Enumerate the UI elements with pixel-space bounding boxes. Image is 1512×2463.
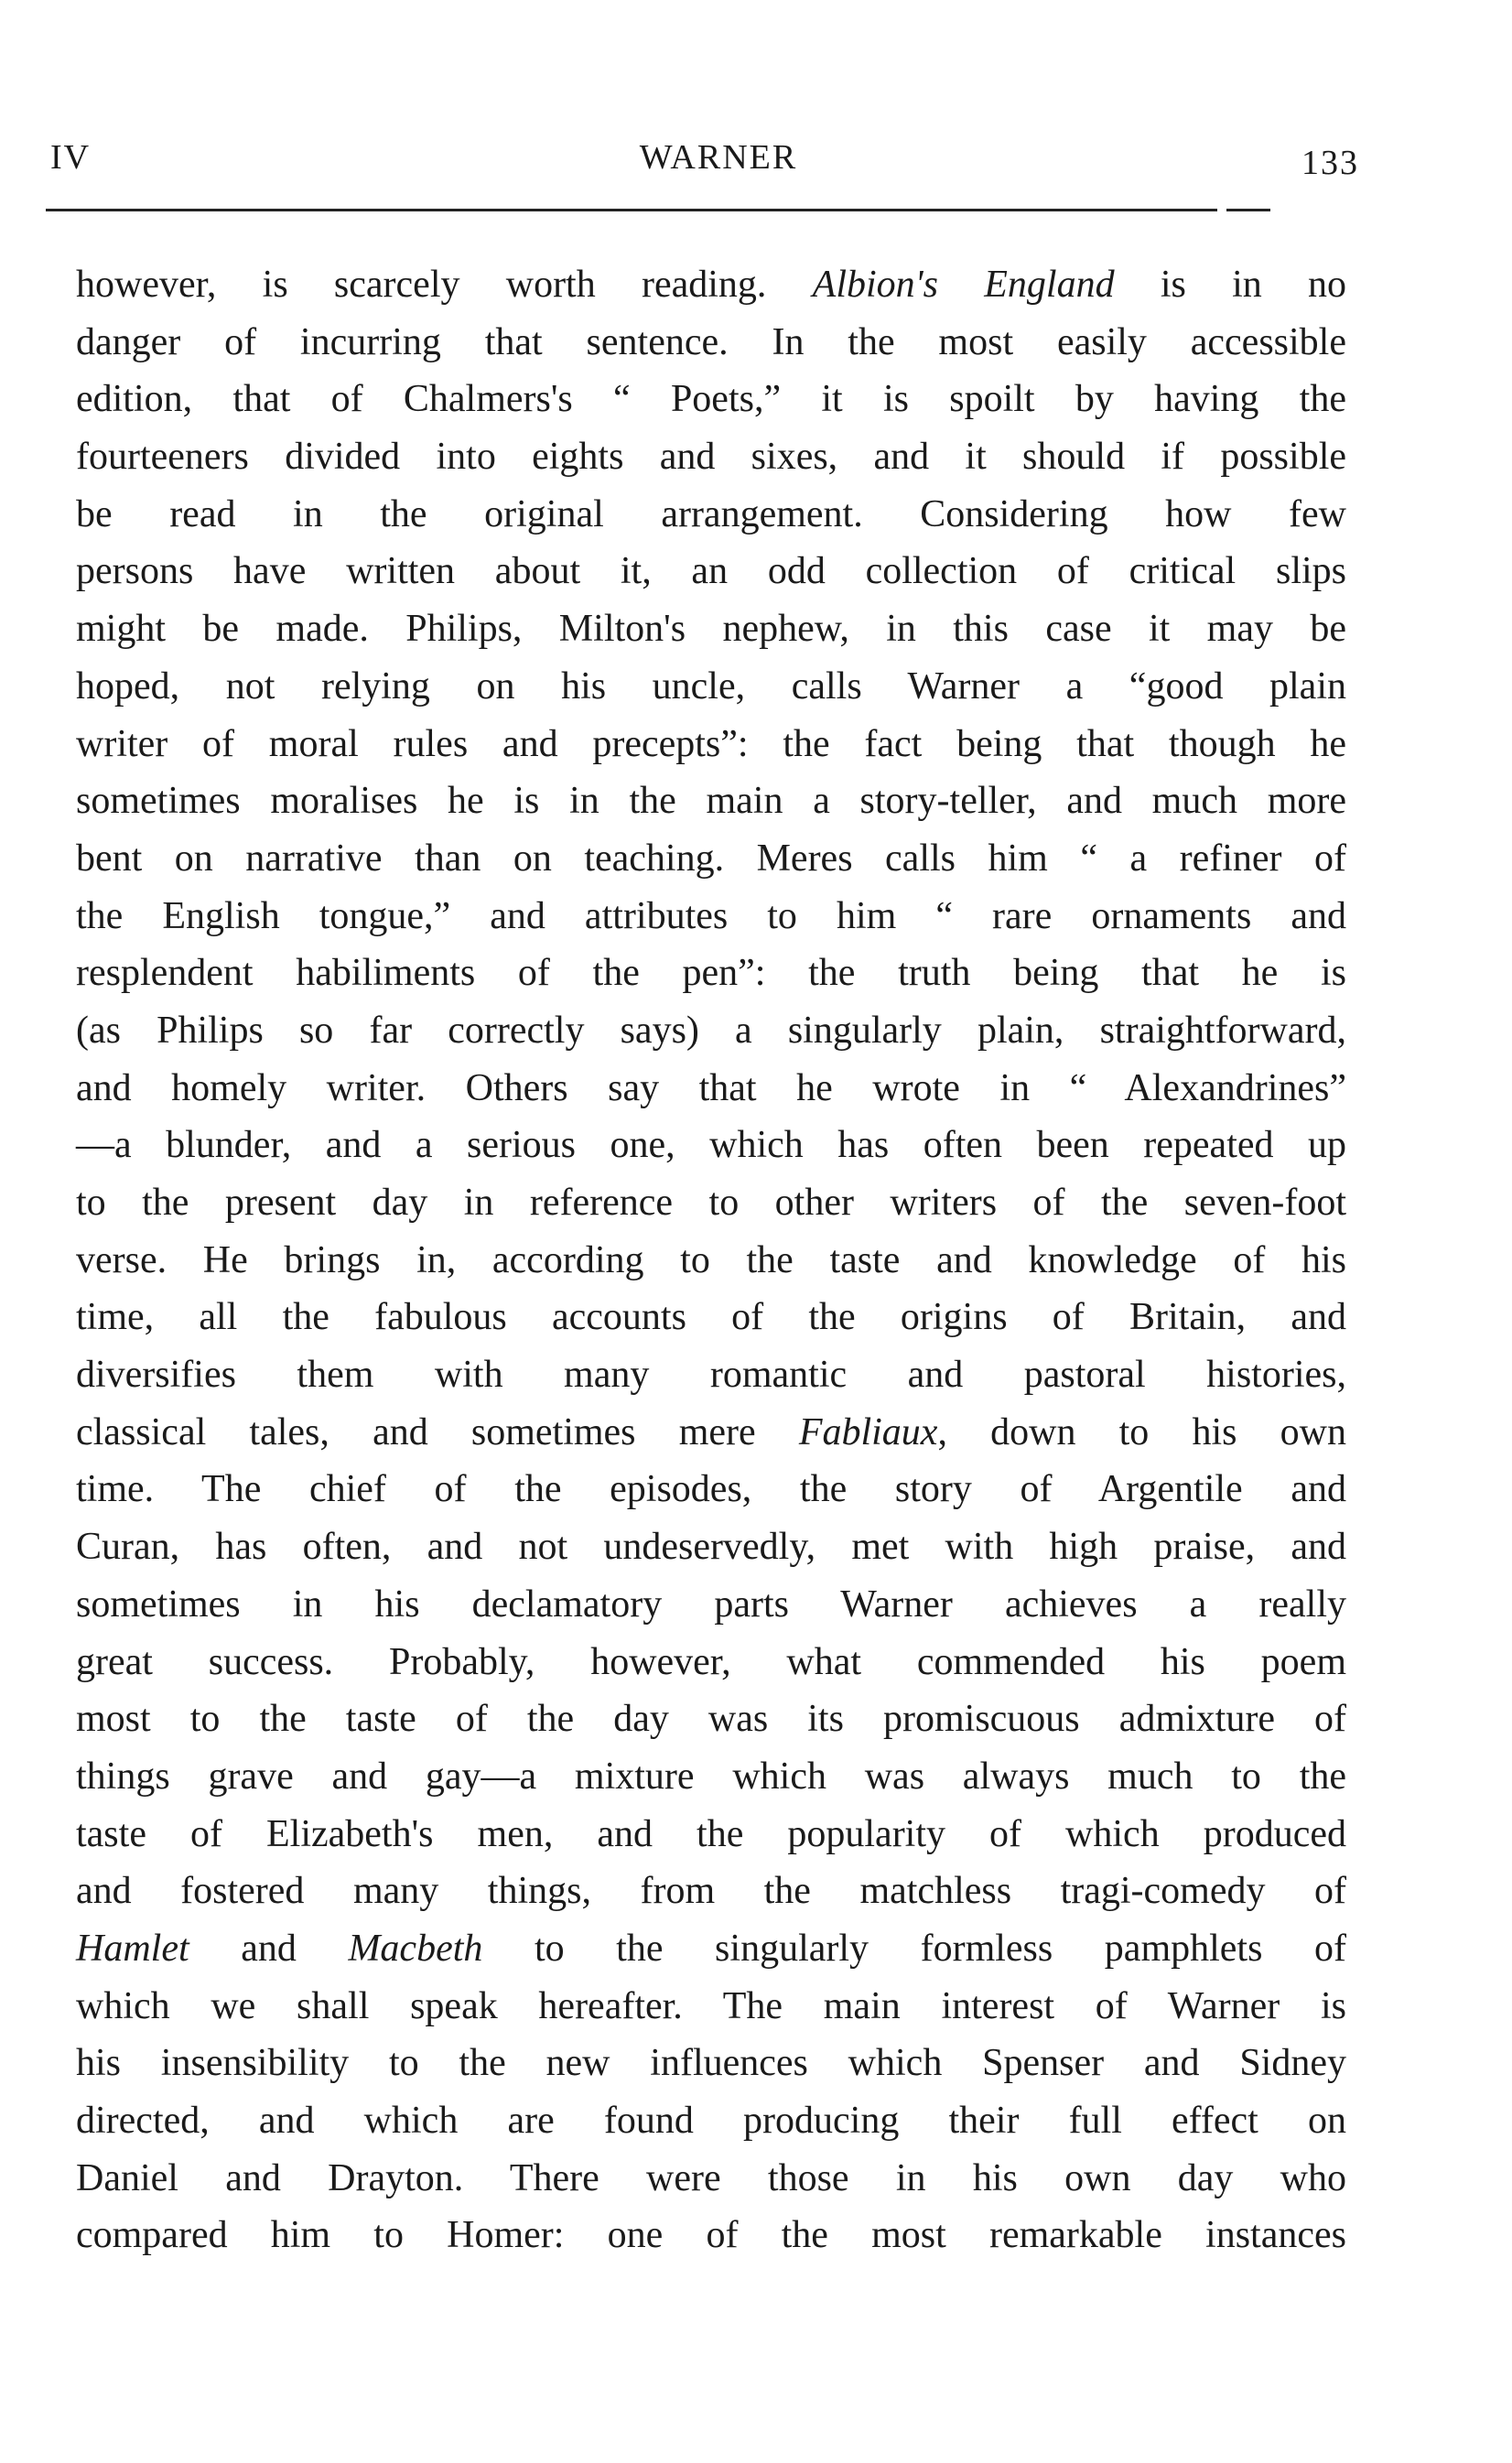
text-line xyxy=(76,1346,1346,1404)
text-line xyxy=(76,1518,1346,1576)
text-line xyxy=(76,543,1346,600)
italic-title: Fabliaux xyxy=(798,1410,938,1453)
text-line xyxy=(76,1060,1346,1118)
text-line xyxy=(76,1806,1346,1863)
text-line xyxy=(76,658,1346,716)
text-segment: classical tales, and sometimes mere xyxy=(76,1410,799,1453)
text-segment: directed, and which are found producing their full effect on xyxy=(76,2100,1346,2142)
text-line xyxy=(76,428,1346,486)
italic-title: Hamlet xyxy=(76,1927,189,1970)
text-line xyxy=(76,945,1346,1002)
text-line xyxy=(76,1002,1346,1060)
text-line xyxy=(76,716,1346,773)
text-line xyxy=(76,2035,1346,2092)
text-segment: taste of Elizabeth's men, and the popularity of which produced xyxy=(76,1812,1346,1855)
text-line xyxy=(76,1232,1346,1290)
text-segment: time, all the fabulous accounts of the origins of Britain, and xyxy=(76,1296,1346,1339)
text-segment: sometimes in his declamatory parts Warner achieves a really xyxy=(76,1583,1346,1626)
text-line xyxy=(76,600,1346,658)
italic-title: Albion's England xyxy=(812,264,1115,306)
text-segment: compared him to Homer: one of the most remarkable instances xyxy=(76,2214,1346,2257)
text-line xyxy=(76,256,1346,314)
text-segment: is in no xyxy=(1114,264,1347,306)
text-segment: danger of incurring that sentence. In the most easily accessible xyxy=(76,320,1346,363)
text-segment: , down to his own xyxy=(937,1410,1346,1453)
text-segment: writer of moral rules and precepts”: the fact being that though he xyxy=(76,722,1346,765)
text-segment: and xyxy=(189,1927,349,1970)
text-segment: the English tongue,” and attributes to him “ rare ornaments and xyxy=(76,894,1346,937)
text-segment: (as Philips so far correctly says) a singularly plain, straightforward, xyxy=(76,1009,1346,1052)
text-line xyxy=(76,2092,1346,2150)
text-line xyxy=(76,1289,1346,1346)
text-line xyxy=(76,1920,1346,1978)
text-line xyxy=(76,1461,1346,1518)
text-segment: which we shall speak hereafter. The main interest of Warner is xyxy=(76,1984,1346,2027)
text-segment: his insensibility to the new influences which Spenser and Sidney xyxy=(76,2042,1346,2085)
text-segment: edition, that of Chalmers's “ Poets,” it is spoilt by having the xyxy=(76,378,1346,421)
text-segment: and homely writer. Others say that he wrote in “ Alexandrines” xyxy=(76,1066,1346,1109)
running-title: WARNER xyxy=(639,138,798,177)
header-rule-end xyxy=(1226,209,1270,211)
text-line xyxy=(76,486,1346,544)
text-segment: verse. He brings in, according to the taste and knowledge of his xyxy=(76,1238,1346,1281)
text-line xyxy=(76,371,1346,428)
page-number: 133 xyxy=(1301,144,1359,182)
text-segment: persons have written about it, an odd collection of critical slips xyxy=(76,550,1346,593)
text-line xyxy=(76,1576,1346,1634)
text-line xyxy=(76,1748,1346,1806)
text-line xyxy=(76,1404,1346,1462)
text-line xyxy=(76,2207,1346,2264)
text-segment: to the singularly formless pamphlets of xyxy=(482,1927,1346,1970)
text-line xyxy=(76,1691,1346,1748)
header-rule xyxy=(46,209,1272,211)
text-segment: most to the taste of the day was its promiscuous admixture of xyxy=(76,1698,1346,1741)
text-line xyxy=(76,1634,1346,1691)
text-segment: resplendent habiliments of the pen”: the truth being that he is xyxy=(76,952,1346,995)
text-line xyxy=(76,314,1346,372)
text-line xyxy=(76,1174,1346,1232)
text-line xyxy=(76,888,1346,945)
text-segment: and fostered many things, from the matchless tragi-comedy of xyxy=(76,1870,1346,1913)
text-segment: bent on narrative than on teaching. Meres calls him “ a refiner of xyxy=(76,837,1346,880)
text-segment: diversifies them with many romantic and pastoral histories, xyxy=(76,1354,1346,1397)
text-line xyxy=(76,1117,1346,1174)
text-line xyxy=(76,830,1346,888)
text-segment: to the present day in reference to other writers of the seven-foot xyxy=(76,1182,1346,1224)
text-segment: hoped, not relying on his uncle, calls Warner a “good plain xyxy=(76,664,1346,708)
text-segment: sometimes moralises he is in the main a story-teller, and much more xyxy=(76,780,1346,823)
text-segment: however, is scarcely worth reading. xyxy=(76,264,813,306)
text-segment: great success. Probably, however, what commended his poem xyxy=(76,1640,1346,1683)
text-segment: —a blunder, and a serious one, which has often been repeated up xyxy=(76,1124,1346,1167)
text-segment: Curan, has often, and not undeservedly, met with high praise, and xyxy=(76,1526,1346,1569)
text-segment: things grave and gay—a mixture which was always much to the xyxy=(76,1755,1346,1798)
body-text xyxy=(76,256,1346,2264)
text-line xyxy=(76,1978,1346,2036)
text-line xyxy=(76,772,1346,830)
text-segment: be read in the original arrangement. Considering how few xyxy=(76,492,1346,535)
text-segment: might be made. Philips, Milton's nephew, in this case it may be xyxy=(76,608,1346,651)
chapter-number: IV xyxy=(50,138,92,177)
text-line xyxy=(76,1863,1346,1920)
text-segment: fourteeners divided into eights and sixes, and it should if possible xyxy=(76,436,1346,479)
text-segment: time. The chief of the episodes, the story of Argentile and xyxy=(76,1468,1346,1511)
text-line xyxy=(76,2150,1346,2208)
text-segment: Daniel and Drayton. There were those in his own day who xyxy=(76,2156,1346,2199)
italic-title: Macbeth xyxy=(348,1927,483,1970)
